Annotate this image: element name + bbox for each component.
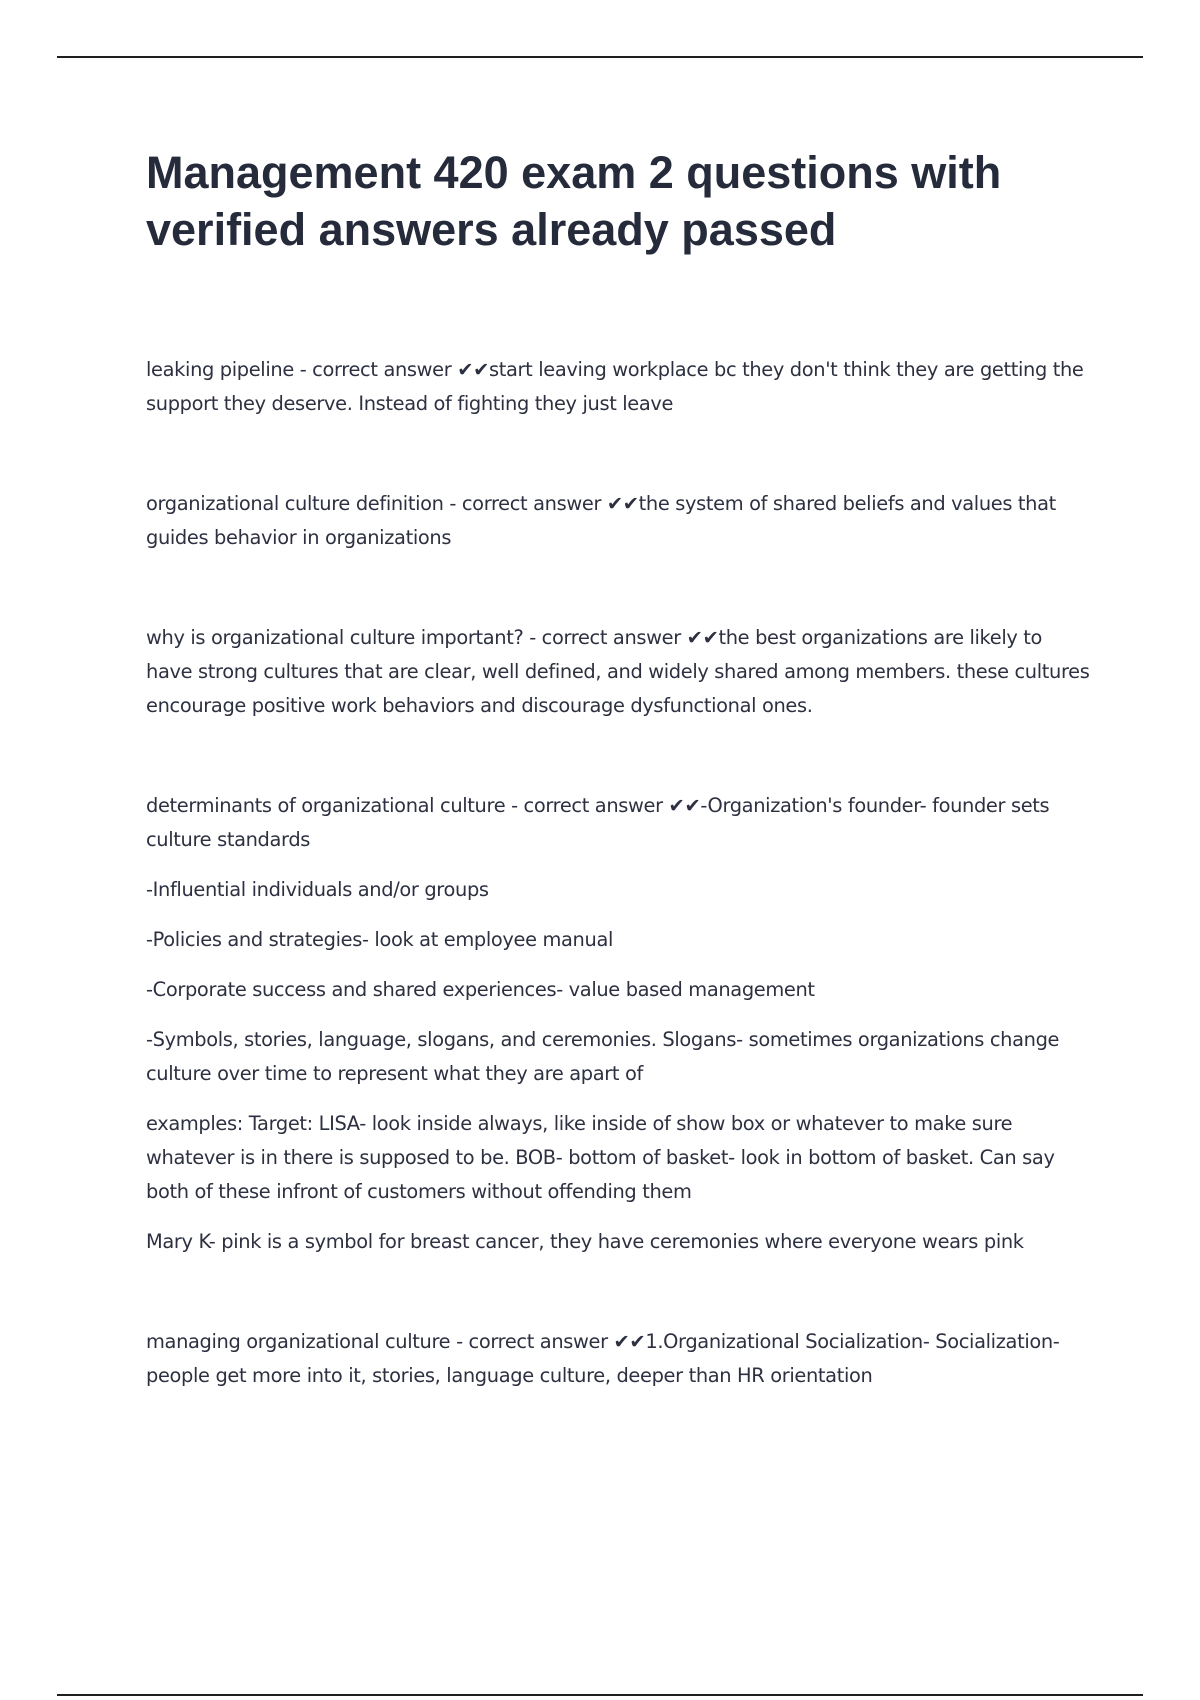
qa-entry-culture-importance [146,621,1091,723]
document-body [146,353,1091,1393]
top-divider [57,56,1143,58]
qa-paragraph: -Influential individuals and/or groups [146,878,489,901]
qa-paragraph: examples: Target: LISA- look inside always, like inside of show box or whatever to make sure whatever is in there is supposed to be. BOB- bottom of basket- look in bottom of basket. Can say both of these infront of customers without offending them [146,1112,1055,1203]
document-title: Management 420 exam 2 questions with verified answers already passed [146,147,1002,255]
qa-entry-culture-determinants [146,789,1091,1259]
qa-paragraph: -Policies and strategies- look at employee manual [146,928,614,951]
qa-paragraph: why is organizational culture important? - correct answer ✔✔the best organizations are likely to have strong cultures that are clear, well defined, and widely shared among members. these cultures encourage positive work behaviors and discourage dysfunctional ones. [146,626,1090,717]
qa-paragraph: -Symbols, stories, language, slogans, and ceremonies. Slogans- sometimes organizations change culture over time to represent what they are apart of [146,1028,1060,1085]
qa-entry-culture-definition [146,487,1091,555]
qa-paragraph: determinants of organizational culture - correct answer ✔✔-Organization's founder- founder sets culture standards [146,794,1050,851]
qa-paragraph: Mary K- pink is a symbol for breast cancer, they have ceremonies where everyone wears pink [146,1230,1024,1253]
qa-entry-leaking-pipeline [146,353,1091,421]
qa-paragraph: leaking pipeline - correct answer ✔✔start leaving workplace bc they don't think they are getting the support they deserve. Instead of fighting they just leave [146,358,1084,415]
qa-entry-managing-culture [146,1325,1091,1393]
qa-paragraph: managing organizational culture - correct answer ✔✔1.Organizational Socialization- Socialization- people get more into it, stories, language culture, deeper than HR orientation [146,1330,1060,1387]
qa-paragraph: -Corporate success and shared experiences- value based management [146,978,815,1001]
bottom-divider [57,1694,1143,1696]
qa-paragraph: organizational culture definition - correct answer ✔✔the system of shared beliefs and values that guides behavior in organizations [146,492,1056,549]
